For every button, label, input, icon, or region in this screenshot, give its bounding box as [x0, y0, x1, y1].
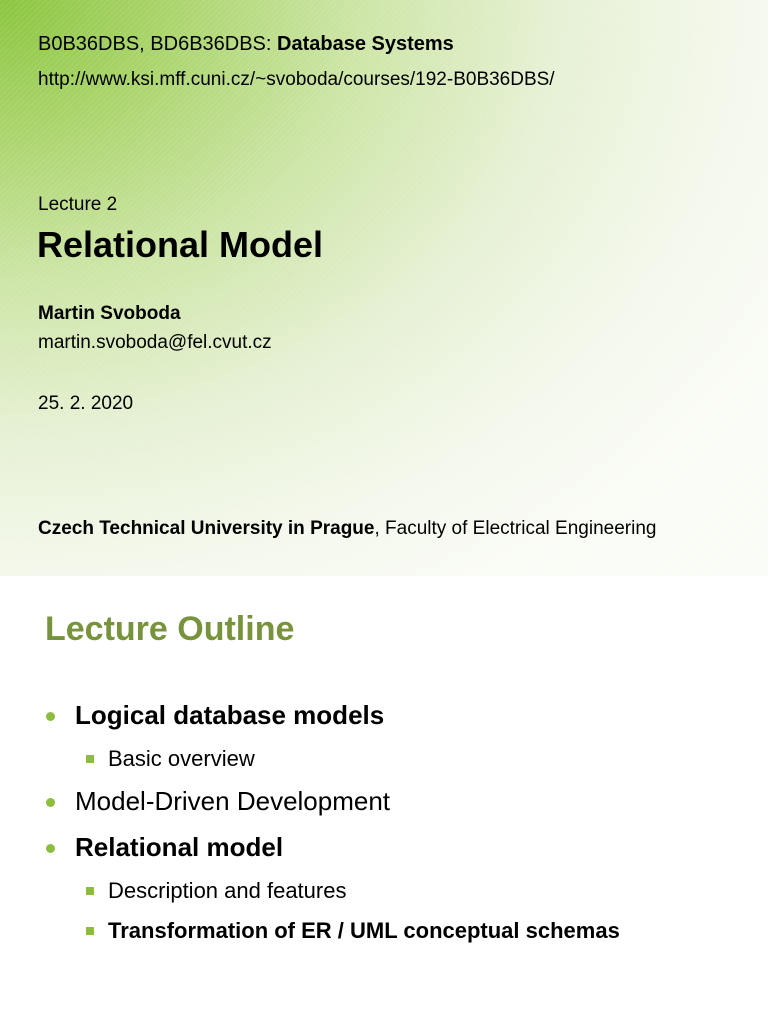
outline-item-label: Model-Driven Development	[75, 786, 391, 816]
bullet-dot-icon	[46, 798, 55, 807]
course-codes: B0B36DBS, BD6B36DBS:	[38, 33, 278, 55]
outline-subitem-label: Description and features	[108, 878, 347, 903]
lecture-number: Lecture 2	[38, 194, 118, 215]
bullet-square-icon	[86, 755, 94, 763]
outline-item-label: Logical database models	[75, 700, 385, 730]
lecture-date: 25. 2. 2020	[38, 393, 134, 414]
lecture-title: Relational Model	[37, 224, 324, 265]
faculty-name: , Faculty of Electrical Engineering	[374, 518, 657, 539]
course-name: Database Systems	[277, 33, 454, 55]
bullet-dot-icon	[46, 712, 55, 721]
outline-title: Lecture Outline	[45, 610, 295, 648]
course-url[interactable]: http://www.ksi.mff.cuni.cz/~svoboda/courses/192-B0B36DBS/	[38, 69, 555, 90]
outline-item-label: Relational model	[75, 832, 284, 862]
bullet-square-icon	[86, 927, 94, 935]
course-line	[38, 33, 454, 56]
affiliation	[38, 518, 656, 540]
outline-subitem-label: Transformation of ER / UML conceptual schemas	[108, 918, 620, 943]
bullet-dot-icon	[46, 844, 55, 853]
outline-subitem-label: Basic overview	[108, 746, 255, 771]
author-name: Martin Svoboda	[38, 303, 181, 324]
university-name: Czech Technical University in Prague	[38, 518, 375, 539]
bullet-square-icon	[86, 887, 94, 895]
outline-slide	[0, 576, 768, 1024]
author-email[interactable]: martin.svoboda@fel.cvut.cz	[38, 332, 272, 353]
